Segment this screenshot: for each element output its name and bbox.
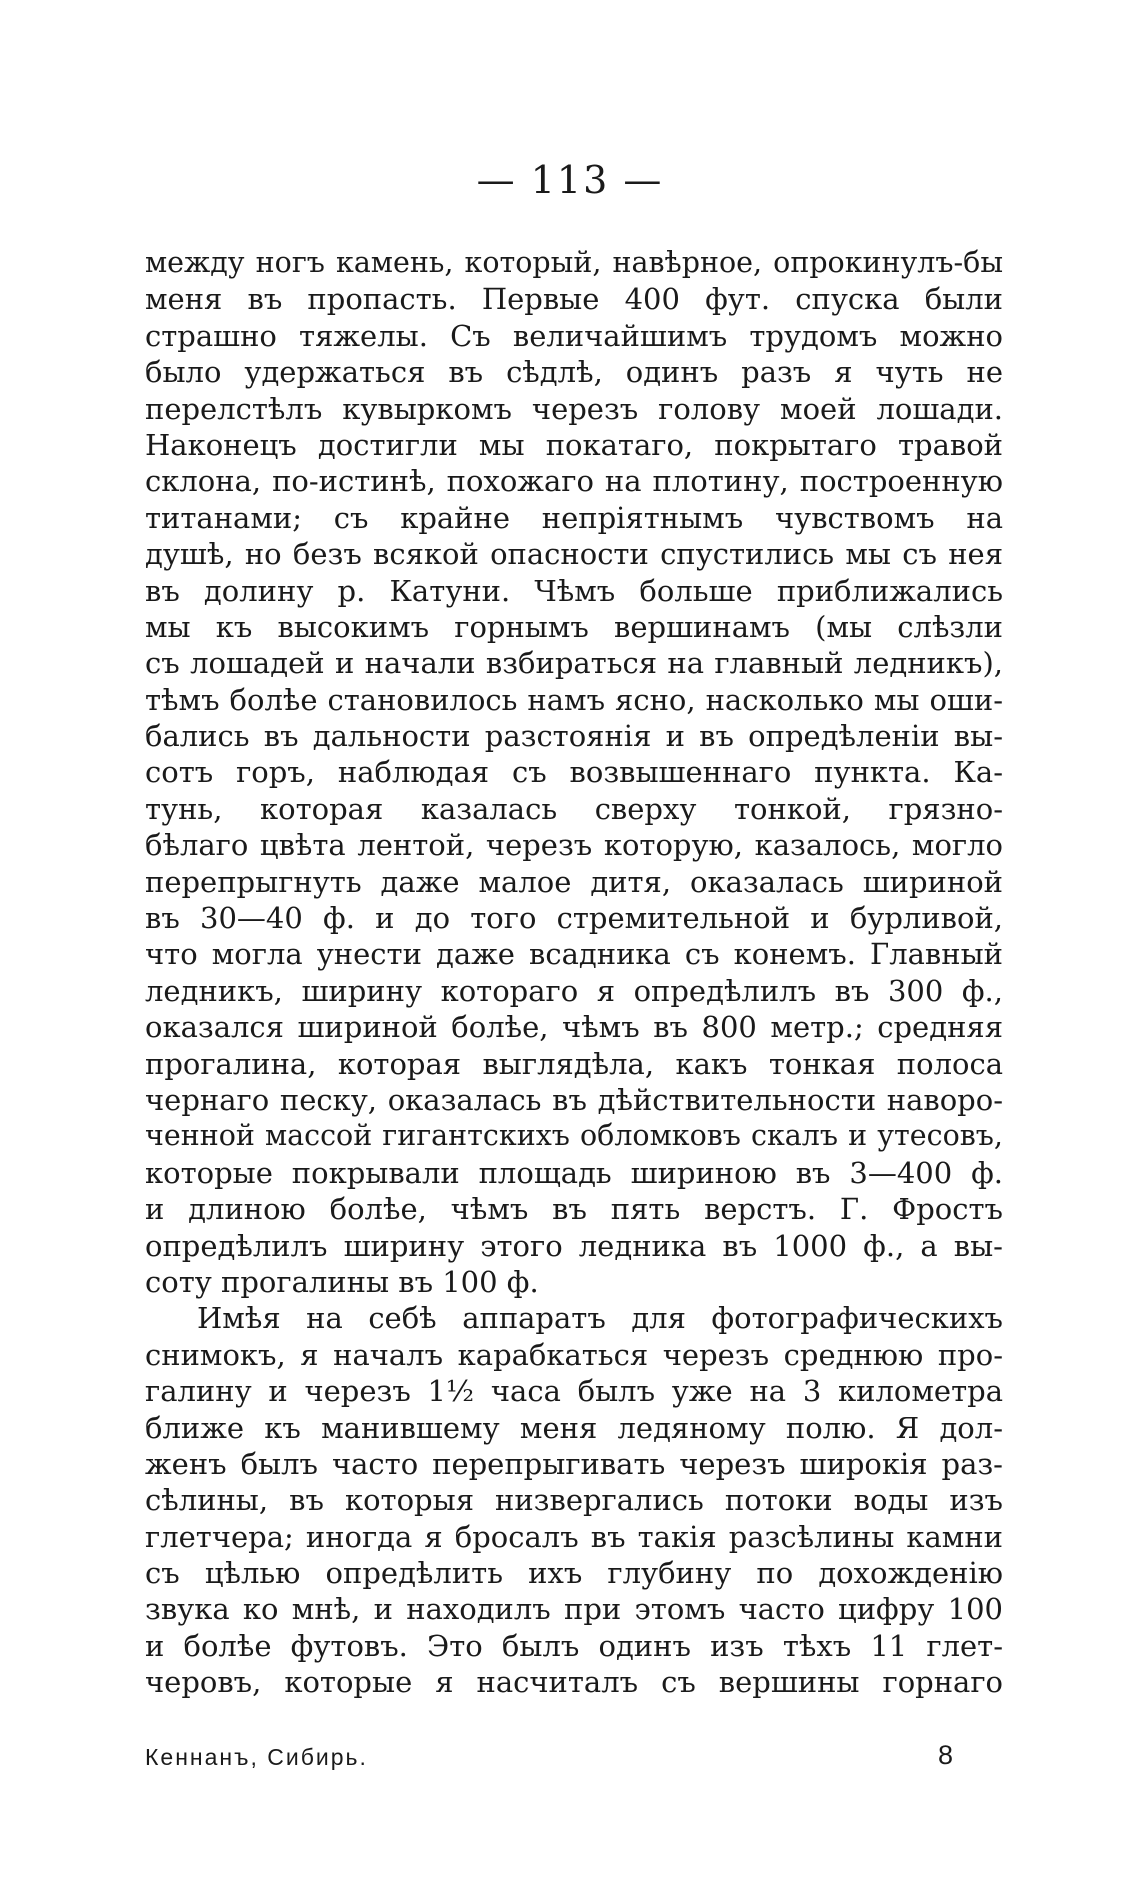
text-line: въ 30—40 ф. и до того стремительной и бурливой, xyxy=(145,901,1003,936)
text-line: звука ко мнѣ, и находилъ при этомъ часто цифру 100 xyxy=(145,1592,1003,1627)
text-line: прогалина, которая выглядѣла, какъ тонкая полоса xyxy=(145,1046,1003,1081)
text-line: которые покрывали площадь шириною въ 3—400 ф. xyxy=(145,1155,1003,1190)
text-line: оказался шириной болѣе, чѣмъ въ 800 метр.; средняя xyxy=(145,1010,1003,1045)
text-line: съ цѣлью опредѣлить ихъ глубину по дохожденію xyxy=(145,1556,1003,1591)
text-line: ближе къ манившему меня ледяному полю. Я дол- xyxy=(145,1410,1003,1445)
text-line: перелстѣлъ кувыркомъ черезъ голову моей лошади. xyxy=(145,391,1003,426)
text-line: чернаго песку, оказалась въ дѣйствительности навоpо- xyxy=(145,1082,1003,1117)
text-line: меня въ пропасть. Первые 400 фут. спуска были xyxy=(145,282,1003,317)
text-line: женъ былъ часто перепрыгивать черезъ широкія раз- xyxy=(145,1446,1003,1481)
text-line: и длиною болѣе, чѣмъ въ пять верстъ. Г. Фростъ xyxy=(145,1192,1003,1227)
text-line: перепрыгнуть даже малое дитя, оказалась шириной xyxy=(145,864,1003,899)
text-line: бѣлаго цвѣта лентой, черезъ которую, казалось, могло xyxy=(145,828,1003,863)
text-line: что могла унести даже всадника съ конемъ. Главный xyxy=(145,937,1003,972)
text-line: въ долину р. Катуни. Чѣмъ больше приближались xyxy=(145,573,1003,608)
text-line: тѣмъ болѣе становилось намъ ясно, насколько мы оши- xyxy=(145,682,1003,717)
text-line: было удержаться въ сѣдлѣ, одинъ разъ я чуть не xyxy=(145,355,1003,390)
page-number: — 113 — xyxy=(476,158,664,202)
text-line: между ногъ камень, который, навѣрное, опрокинулъ-бы xyxy=(145,246,1003,279)
text-line: и болѣе футовъ. Это былъ одинъ изъ тѣхъ 11 глет- xyxy=(145,1628,1003,1663)
text-line: съ лошадей и начали взбираться на главный ледникъ), xyxy=(145,646,1003,681)
text-line: Наконецъ достигли мы покатаго, покрытаго травой xyxy=(145,427,1003,462)
text-line: ледникъ, ширину котораго я опредѣлилъ въ 300 ф., xyxy=(145,973,1003,1008)
text-line: бались въ дальности разстоянія и въ опредѣленіи вы- xyxy=(145,719,1003,754)
text-line: сѣлины, въ которыя низвергались потоки воды изъ xyxy=(145,1483,1003,1518)
text-line: опредѣлилъ ширину этого ледника въ 1000 ф., а вы- xyxy=(145,1228,1003,1263)
text-line: душѣ, но безъ всякой опасности спустились мы съ нея xyxy=(145,537,1003,572)
page-footer xyxy=(145,1740,1003,1780)
text-line: сотъ горъ, наблюдая съ возвышеннаго пункта. Ка- xyxy=(145,755,1003,790)
text-line: черовъ, которые я насчиталъ съ вершины горнаго xyxy=(145,1665,1003,1700)
signature-mark: Кеннанъ, Сибирь. xyxy=(145,1744,368,1770)
text-line: титанами; съ крайне непріятнымъ чувствомъ на xyxy=(145,500,1003,535)
text-line: страшно тяжелы. Съ величайшимъ трудомъ можно xyxy=(145,318,1003,353)
text-line: снимокъ, я началъ карабкаться черезъ среднюю про- xyxy=(145,1337,1003,1372)
text-line: склона, по-истинѣ, похожаго на плотину, построенную xyxy=(145,464,1003,499)
text-line: тунь, которая казалась сверху тонкой, грязно- xyxy=(145,791,1003,826)
text-line: ченной массой гигантскихъ обломковъ скалъ и утесовъ, xyxy=(145,1119,1003,1153)
sheet-number: 8 xyxy=(937,1740,953,1770)
text-line: галину и черезъ 1½ часа былъ уже на 3 километра xyxy=(145,1374,1003,1409)
paragraph-start-line: Имѣя на себѣ аппаратъ для фотографическихъ xyxy=(197,1301,1003,1336)
paragraph-end-line: соту прогалины въ 100 ф. xyxy=(145,1264,539,1299)
body-text xyxy=(145,245,1003,1701)
text-line: мы къ высокимъ горнымъ вершинамъ (мы слѣзли xyxy=(145,609,1003,644)
text-line: глетчера; иногда я бросалъ въ такія разсѣлины камни xyxy=(145,1519,1003,1554)
